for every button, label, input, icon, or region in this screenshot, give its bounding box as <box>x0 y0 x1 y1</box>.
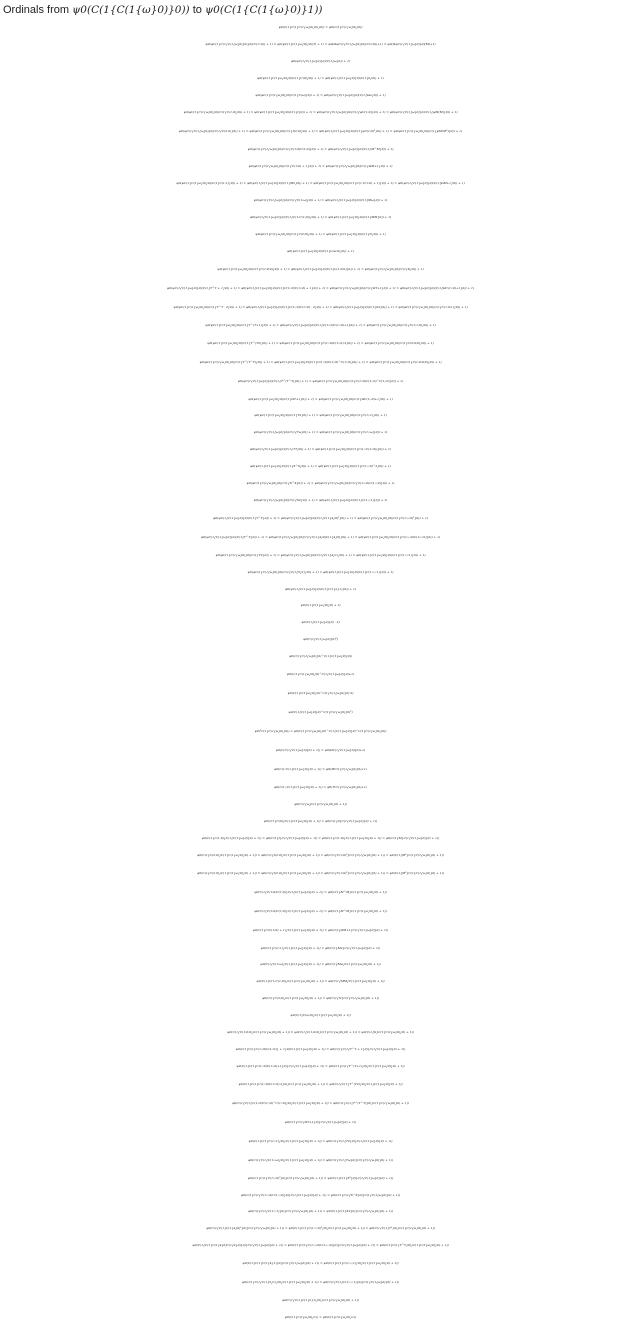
ordinal-line: ψ0(C(1{C(1{C(1;;0)C(1;;0)+1}0)}C(1{C(1{ω}0)}0) + 1)) = ψ0(C(1{C(1{T^(T+1)}0)}C(1{C(1{ω}0)}0) + 1)) <box>236 1063 405 1068</box>
ordinal-line: ψ0(ψC(1{C(1{ω}0)}0)(C(1{C(1{5}1)}0)) + 1) = ψ0(ψC(1{C(1{ω}0)}0)(C(1{C(1;;;;;1)}0)) + 1) <box>247 569 394 574</box>
ordinal-line: ψ0(ψC(1{C(1{ω}0)}0)(C(1{C(2;0)}0)) + 1) = ψ0(ψC(1{C(1{ω}0)}0)(C(1{N}0)) + 1) <box>255 231 386 236</box>
ordinal-line: ψ0(C(1{C(1{C(1;;0)C(1;;0)·2}0)}C(1{C(1{ω}0)}0) + 1)) = ψ0(C(1{C(1{T^(T2)}0)}C(1{C(1{ω}0)}0) + 1)) <box>238 1081 403 1086</box>
ordinal-line: ψ0(C(1{C(1{C(1;;;1)}0)}C(1{C(1{ω}0)}0) + 1)) = ψ0(C(1{C(1{X2}0)}C(1{C(1{ω}0)}0) + 1)) <box>247 1209 394 1214</box>
ordinal-line: ψ0(C(1{C(1;0;0)}C(1{C(1{ω}0)}0) + 1)) = ψ0(C(1{C(1,0;0)}C(1{C(1{ω}0)}0) + 1)) = ψ0(C(1{K}C(1{C(1{ω}0)}0) + 1)) <box>227 1029 414 1034</box>
ordinal-line: ψ0(ψC(1{C(1{ω}0)}0)(C(1{ΩT+1}0)) + 1) = ψ0(ψC(1{C(1{ω}0)}0)(C(1{ΩC(1;;0)+1}0)) + 1) <box>248 396 393 401</box>
ordinal-line: ψ0(C(1{C(1{C(1{n}1)}0)}C(1{C(1{ω}0)}0) + 1)) <box>282 1298 359 1303</box>
ordinal-line: ψ0(C(1{C(1;ω)}C(1{C(1{ω}0)}0) + 1)) = ψ0(C(1{Mω}C(1{C(1{ω}0)}0) + 1)) <box>260 962 381 967</box>
ordinal-line: ψ0(ψC(1{C(1{ω}0)}0)(C(1{T^(T+1)}0)) + 1) = ψ0(ψC(1{C(1{ω}0)}0)(C(1{C(1;;0)C(1;;0)+1}0)) + 1) = ψ0(ψC(1{C(1{ω}0)}0)(C(1{C(1;1;0)}0)) + 1) <box>205 322 436 327</box>
ordinal-list <box>0 19 641 1326</box>
ordinal-line: ψ0(C(1{C(1{C(1{4}0)²}0)}C(1{C(1{ω}0)}0) + 1)) = ψ0(C(1{C(1{C(1;;;;0)²}0)}C(1{C(1{ω}0)}0) + 1)) = ψ0(C(1{C(1{Y²}0)}C(1{C(1{ω}0)}0) + 1)) <box>206 1226 435 1231</box>
ordinal-line: ψ0(ψC(1{C(1{ω}0)}0)(C(1{C(ω)}0)) + 1) = ψ0(ψC(1{C(1{ω}0)}0)(C(1{Ωω}0)) + 1) <box>255 92 386 97</box>
ordinal-line: ψ0(ψC(1{C(1{ω}0)}0)(C(1{ω}0)) + 1) <box>290 58 351 63</box>
ordinal-line: ψ0(C(1{C(C(1;0) + 1)}C(1{C(1{ω}0)}0) + 1)) = ψ0(C(1{ΩM+1}C(1{C(1{ω}0)}0) + 1)) <box>252 927 389 932</box>
ordinal-line: ψ0(C(1{C(1;0)C(1;0)}C(1{C(1{ω}0)}0) + 1)) = ψ0(C(1{M^M}C(1{C(1{ω}0)}0) + 1)) <box>254 889 387 894</box>
ordinal-line: ψ0(C(1{C(1{C(1;;0)C(1;;0)} + 1}0)C(1{C(1{ω}0)}0) + 1)) = ψ0(C(1{C(1{T^T + 1}0)}C(1{C(1{ω}0)}0) + 1)) <box>235 1046 406 1051</box>
title-prefix: Ordinals from <box>3 4 73 16</box>
ordinal-line: ψ0(C(1{C(1{ω}0)}0)^C(1{C(1{ω}0)}0)²) <box>288 710 353 715</box>
ordinal-line: ψ0(C(1{C(1{ω}0)}1)) = ψ0(C(1{C(1{ω}0)}1)) <box>284 1314 357 1319</box>
ordinal-line: ψ0(C(1{C(1{C(1{5}1)}0)}C(1{C(1{ω}0)}0) + 1)) = ψ0(C(1{C(1{C(1;;;;;1)}0)}C(1{C(1{ω}0)}0) + 1)) <box>241 1280 400 1285</box>
ordinal-line: ψ0(ψC(1{C(1{ω}0)}0)(C(1{Tω}0)) + 1) = ψ0(ψC(1{C(1{ω}0)}0)(C(1{C(1;;ω)}0)) + 1) <box>253 430 388 435</box>
ordinal-line: ψ0(ψC(1{C(1{ω}0)}0)(C(1{X2}0)) + 1) = ψ0(ψC(1{C(1{ω}0)}0)(C(1{C(1;;;1)}0)) + 1) <box>253 497 388 502</box>
ordinal-line: ψ0(ψC(1{C(1{ω}0)}0)(C(1{Y^Y}0)) + 1) = ψ0(ψC(1{C(1{ω}0)}0)(C(1{C(1{4}0)²}0)) + 1) = ψ0(ψC(1{C(1{ω}0)}0)(C(1{C(1;;;;0)²}0)) + 1) <box>212 515 429 520</box>
ordinal-line: ψ0(C(C(1{C(1{ω}0)}0) + 1)) = ψ0(ΩC(1{C(1{ω}0)}0)+1) <box>275 748 366 753</box>
ordinal-line: ψ0(ψC(1{C(1{ω}0)}0)(C(1{C(1,0)}0)) + 1) = ψ0(ψC(1{C(1{ω}0)}0)(C(1{I}0)) + 1) = ψ0(ψC(1{C(1{ω}0)}0)(C(1{ψC(1;0)}0)) + 1) = ψ0(ψC(1{C(1{ω}0)}0)(C(1{ψM(M)}0)) + 1) <box>183 110 458 115</box>
ordinal-line: ψ0(C(1{C(1{C(1;;1)}0)}C(1{C(1{ω}0)}0) + 1)) = ψ0(C(1{C(1{T2}0)}C(1{C(1{ω}0)}0) + 1)) <box>248 1138 393 1143</box>
ordinal-line: ψ0(C(1{C(1{ω}0)}0)^C(1{C(1{ω}0)}0)·2) <box>287 691 354 696</box>
ordinal-line: ψ0(C(1{C(2;0)}C(1{C(1{ω}0)}0) + 1)) = ψ0(C(1{N}C(1{C(1{ω}0)}0) + 1)) <box>261 996 380 1001</box>
ordinal-line: ψ0(C(1{C(1;C(1;0))}C(1{C(1{ω}0)}0) + 1)) = ψ0(C(1{MM}C(1{C(1{ω}0)}0) + 1)) <box>256 979 385 984</box>
ordinal-line: ψ0(C(1{ω}C(1{C(1{ω}0)}0) + 1)) <box>294 801 347 806</box>
ordinal-line: ψ0(C(1{C(1{C(1;;ω)}0)}C(1{C(1{ω}0)}0) + 1)) = ψ0(C(1{C(1{Tω}0)}C(1{C(1{ω}0)}0) + 1)) <box>248 1157 393 1162</box>
page-title <box>3 2 323 19</box>
ordinal-line: ψ0(ψC(1{C(1{ω}0)}0)(C(1{C(1;C(1;0))}0)) + 1) = ψ0(ψC(1{C(1{ω}0)}0)(C(1{MM}0)) + 1) <box>249 215 392 220</box>
ordinal-line: ψ0(C(1{C(2,0)}C(1{C(1{ω}0)}0) + 1)) = ψ0(C(1{I(2,0)}C(1{C(1{ω}0)}0) + 1)) = ψ0(C(1{C(1;0)²}C(1{C(1{ω}0)}0) + 1)) = ψ0(C(1{M²}C(1{C(1{ω}0)}0) + 1)) <box>196 870 445 875</box>
ordinal-line: ψ0(ψC(1{C(1{ω}0)}0)(C(1{T^(T2)}0)) + 1) = ψ0(ψC(1{C(1{ω}0)}0)(C(1{C(1;;0)C(1;;0)·2}0)) + 1) = ψ0(ψC(1{C(1{ω}0)}0)(C(1{C(2;0;0)}0)) + 1) <box>207 340 434 345</box>
ordinal-line: ψ0(ψC(1{C(1{ω}0)}0)(C(1{T^T + 1}0)) + 1) = ψ0(ψC(1{C(1{ω}0)}0)(C(1{C(1;;0)C(1;;0) + 1}0)) + 1) = ψ0(ψC(1{C(1{ω}0)}0)(C(1{ΩT+1}0)) + 1) = ψ0(ψC(1{C(1{ω}0)}0)(C(1{ΩC(1;;0)+1}0)) + 1) <box>166 285 475 290</box>
ordinal-line: ψ0(ψC(1{C(1{ω}0)}0)(C(1{C(2,0)}0)) + 1) = ψ0(ψC(1{C(1{ω}0)}0)(C(1{I(2,0)}0)) + 1) = ψ0(ψC(1{C(1{ω}0)}0)(C(1{ψC(1;0)²}0)) + 1) = ψ0(ψC(1{C(1{ω}0)}0)(C(1{ψM(M²)}0)) + 1) <box>178 129 463 134</box>
ordinal-line: ψ0(C(1{C(1{C(1;;0)C(1;;0)^C(1;;0)}0)}C(1{C(1{ω}0)}0) + 1)) = ψ0(C(1{C(1{T^(T^T)}0)}C(1{C(1{ω}0)}0) + 1)) <box>232 1100 409 1105</box>
ordinal-line: ψ0(ψC(1{C(1{ω}0)}0)(C(1{X^X}0)) + 1) = ψ0(ψC(1{C(1{ω}0)}0)(C(1{C(1;;;0)C(1;;;0)}0)) + 1) <box>246 481 395 486</box>
ordinal-line: ψ0(C(1{C(1{ω}0)}0) · 2) <box>301 620 340 625</box>
ordinal-line: ψ0(ψC(1{C(1{ω}0)}0)(C(1{C(ω;0)}0)) + 1) <box>287 248 354 253</box>
ordinal-line: ψ0(C(1{C(ω;0)}C(1{C(1{ω}0)}0) + 1)) <box>290 1013 351 1018</box>
ordinal-line: ψ0(ψC(1{C(1{ω}0)}0)(C(1{C(1{n}1)}0)) + 1) <box>284 586 357 591</box>
ordinal-line: ψ0(ψC(1{C(1{ω}0)}0)(C(1{C(1;1)}0)) + 1) = ψ0(ψC(1{C(1{ω}0)}0)(C(1{M2}0)) + 1) = ψ0(ψC(1{C(1{ω}0)}0)(C(1{C(1,C(1;0) + 1)}0)) + 1) = ψ0(ψC(1{C(1{ω}0)}0)(C(1{ΩM+1}0)) + 1) <box>176 181 465 186</box>
ordinal-line: ψ0(ψC(1{C(1{ω}0)}0)(C(1{Y^Y}0)) + 1) = ψ0(ψC(1{C(1{ω}0)}0)(C(1{C(1{4}0)C(1{4}0)}0)) + 1) = ψ0(ψC(1{C(1{ω}0)}0)(C(1{C(1;;;;0)C(1;;;;0)}0)) + 1) <box>200 534 441 539</box>
ordinal-line: ψ0(ψC(1{C(1{ω}0)}0)(C(1{C(0)}0)) + 1) = ψ0(ψC(1{C(1{ω}0)}0)(C(1{0}0)) + 1) <box>257 75 384 80</box>
ordinal-line: ψ0(C(1{C(1{C(1;;;0)²}0)}C(1{C(1{ω}0)}0) + 1)) = ψ0(C(1{C(1{X²}0)}C(1{C(1{ω}0)}0) + 1)) <box>247 1175 394 1180</box>
ordinal-line: ψ0(ψC(1{C(1{ω}0)}0)(C(1{T^(T^T)}0)) + 1) = ψ0(ψC(1{C(1{ω}0)}0)(C(1{C(1;;0)C(1;;0)^C(1;;0)}0)) + 1) <box>237 378 404 383</box>
ordinal-line: ψ0(C(1{C(1{ω}0)}0) + 1) <box>300 603 341 608</box>
title-middle: to <box>189 4 205 16</box>
ordinal-line: ψ0(ψC(1{C(1{ω}0)}0)(C(1{T^T · 2}0)) + 1) = ψ0(ψC(1{C(1{ω}0)}0)(C(1{C(1;;0)C(1;;0) · 2}0)) + 1) = ψ0(ψC(1{C(1{ω}0)}0)(C(1{K2}0)) + 1) = ψ0(ψC(1{C(1{ω}0)}0)(C(1{C(1,0;1)}0)) + 1) <box>173 304 468 309</box>
ordinal-line: ψ0(ψC(1{C(1{ω}0)}0)(C(1{Y2}0)) + 1) = ψ0(ψC(1{C(1{ω}0)}0)(C(1{C(1{4}1)}0)) + 1) = ψ0(ψC(1{C(1{ω}0)}0)(C(1{C(1;;;;1)}0)) + 1) <box>215 552 426 557</box>
ordinal-line: ψ0(C(1{C(0)}C(1{C(1{ω}0)}0) + 1)) = ψ0(C(1{0}C(1{C(1{ω}0)}0) + 1)) <box>263 818 378 823</box>
ordinal-line: ψ0(C(1;C(1{C(1{ω}0)}0) + 1)) = ψ0(MC(1{C(1{ω}0)}0)+1) <box>274 767 367 772</box>
ordinal-line: ψ0(ψC(1{C(1{ω}0)}0)(C(1{C(1;0) + 1}0)) + 1) = ψ0(ψC(1{C(1{ω}0)}0)(C(1{ΩM+1}0)) + 1) <box>248 164 393 169</box>
ordinal-line: ψ0(C(1{C(2,0)}C(1{C(1{ω}0)}0) + 1)) = ψ0(C(1{I(2,0)}C(1{C(1{ω}0)}0) + 1)) = ψ0(C(1{C(1;0)²}C(1{C(1{ω}0)}0) + 1)) = ψ0(C(1{M²}C(1{C(1{ω}0)}0) + 1)) <box>196 852 445 857</box>
ordinal-line: ψ0(C(1{C(1;1)}C(1{C(1{ω}0)}0) + 1)) = ψ0(C(1{M2}C(1{C(1{ω}0)}0) + 1)) <box>260 945 381 950</box>
ordinal-line: ψ0(ψC(1{C(1{ω}0)}0)(C(1{X^X}0)) + 1) = ψ0(ψC(1{C(1{ω}0)}0)(C(1{C(1;;;0)^2}0)) + 1) <box>250 464 391 469</box>
ordinal-line: ψ0(ψC(1{C(1{ω}0)}0)(C(1{C(1;ω)}0)) + 1) = ψ0(ψC(1{C(1{ω}0)}0)(C(1{Mω}0)) + 1) <box>253 198 388 203</box>
ordinal-line: ψ0(C(1{C(1{ω}0)}0)²) <box>303 637 338 642</box>
ordinal-line: ψ0(C(1;;C(1{C(1{ω}0)}0) + 1)) = ψ0(TC(1{C(1{ω}0)}0)+1) <box>274 785 367 790</box>
ordinal-line: ψ0(C(1{C(1{ω}0)}0)^C(1{C(1{ω}0)}0)+1) <box>286 672 355 677</box>
title-from-expression: ψ0(C(1{C(1{ω}0)}0)) <box>72 4 190 16</box>
ordinal-line: ψ0(ψC(1{C(1{ω}0)}0)(C(1{T2}0)) + 1) = ψ0(ψC(1{C(1{ω}0)}0)(C(1{C(1;;1)}0)) + 1) <box>254 413 387 418</box>
ordinal-line: ψ0(ψC(1{C(1{ω}0)}0)(C(1{C(1;0)C(1;0)}0)) + 1) = ψ0(ψC(1{C(1{ω}0)}0)(C(1{M^M}0)) + 1) <box>247 147 394 152</box>
ordinal-line: ψ0(C(1{C(1{C(1{ω}0)}0)}0)) = ψ0(C(1{C(1{ω}0)}0)) <box>278 25 363 29</box>
ordinal-line: ψ0(C(1{C(1{C(1{4}0)C(1{4}0)}0)}C(1{C(1{ω}0)}0) + 1)) = ψ0(C(1{C(1{C(1;;;;0)C(1;;;;0)}0)}C(1{C(1{ω}0)}0) + 1)) = ψ0(C(1{C(1{Y^Y}0)}C(1{C(1{ω}0)}0) + 1)) <box>192 1243 449 1248</box>
ordinal-line: ψ0(ψC(1{C(1{ω}0)}0)(C(1{TT}0)) + 1) = ψ0(ψC(1{C(1{ω}0)}0)(C(1{C(1;;C(1;;0))}0)) + 1) <box>249 447 392 452</box>
ordinal-line: ψ0(ψC(1{C(1{ω}0)}0)(C(1{T^(T^T)}0)) + 1) = ψ0(ψC(1{C(1{ω}0)}0)(C(1{C(1;;0)C(1;;0)^C(1;;0)}0)) + 1) = ψ0(ψC(1{C(1{ω}0)}0)(C(1{C(1;0;0;0)}0)) + 1) <box>199 359 442 364</box>
ordinal-line: ψ0(ψC(1{C(1{C(1{ω}0)}0)}0)(C(1;;0)) + 1) = ψ0(ψC(1{C(1{ω}0)}0)(T) + 1) = ψ0(ΩψC(1{C(1{ω}0)}0)(C(1;0))+1) = ψ0(ΩψC(1{C(1{ω}0)}0)(M)+1) <box>205 41 436 46</box>
ordinal-line: ψ0(²C(1{C(1{ω}0)}0)) = ψ0(C(1{C(1{ω}0)}0)^C(1{C(1{ω}0)}0)^C(1{C(1{ω}0)}0)) <box>254 729 387 734</box>
ordinal-line: ψ0(ψC(1{C(1{ω}0)}0)(C(1{C(1;0;0)}0)) + 1) = ψ0(ψC(1{C(1{ω}0)}0)(C(1{C(1,0;0)}0)) + 1) = ψ0(ψC(1{C(1{ω}0)}0)(C(1{K}0)) + 1) <box>217 266 424 271</box>
ordinal-line: ψ0(C(1{C(1;0)C(1;0)}C(1{C(1{ω}0)}0) + 1)) = ψ0(C(1{M^M}C(1{C(1{ω}0)}0) + 1)) <box>254 908 387 913</box>
ordinal-line: ψ0(C(1{C(1,0)}C(1{C(1{ω}0)}0) + 1)) = ψ0(C(1{I}C(1{C(1{ω}0)}0) + 1)) = ψ0(C(1{C(1;0)}C(1{C(1{ω}0)}0) + 1)) = ψ0(C(1{M}C(1{C(1{ω}0)}0) + 1)) <box>201 835 440 840</box>
title-to-expression: ψ0(C(1{C(1{ω}0)}1)) <box>204 4 323 16</box>
ordinal-line: ψ0(C(1{C(1{ΩT+1}0)}C(1{C(1{ω}0)}0) + 1)) <box>284 1119 357 1124</box>
ordinal-line: ψ0(C(1{C(1{C(1;;;0)C(1;;;0)}0)}C(1{C(1{ω}0)}0) + 1)) = ψ0(C(1{C(1{X^X}0)}C(1{C(1{ω}0)}0) + 1)) <box>240 1192 401 1197</box>
ordinal-line: ψ0(C(1{C(1{C(1{4}1)}0)}C(1{C(1{ω}0)}0) + 1)) = ψ0(C(1{C(1{C(1;;;;1)}0)}C(1{C(1{ω}0)}0) + 1)) <box>242 1261 399 1266</box>
ordinal-line: ψ0(C(1{C(1{ω}0)}0)^C(1{C(1{ω}0)}0)) <box>288 654 353 659</box>
